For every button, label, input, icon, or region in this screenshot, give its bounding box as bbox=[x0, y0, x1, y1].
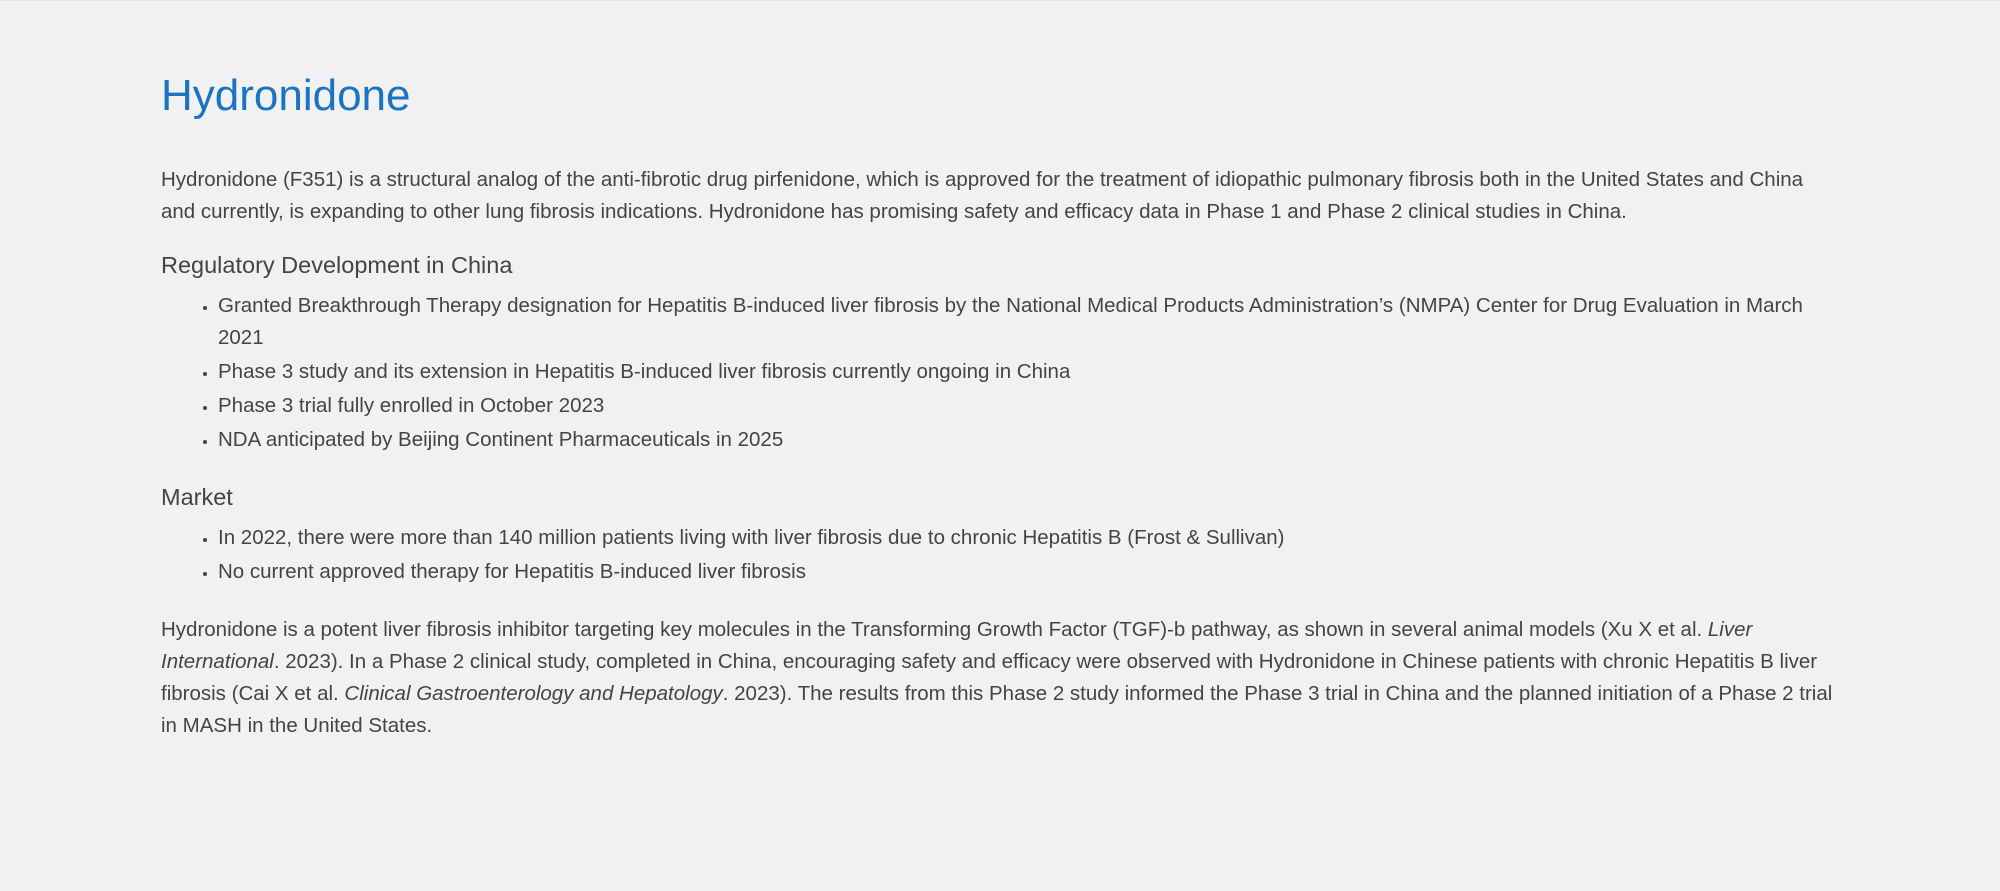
closing-text: Hydronidone is a potent liver fibrosis inhibitor targeting key molecules in the Transforming Growth Factor (TGF)-b pathway, as shown in several animal models (Xu X et al. bbox=[161, 618, 1708, 641]
journal-citation: Clinical Gastroenterology and Hepatology bbox=[344, 682, 723, 705]
intro-paragraph: Hydronidone (F351) is a structural analog of the anti-fibrotic drug pirfenidone, which is approved for the treatment of idiopathic pulmonary fibrosis both in the United States and China and currently, is expanding to other lung fibrosis indications. Hydronidone has promising safety and efficacy data in Phase 1 and Phase 2 clinical studies in China. bbox=[161, 168, 1804, 223]
list-item: • No current approved therapy for Hepatitis B-induced liver fibrosis bbox=[218, 556, 1841, 588]
journal-citation: Liver International bbox=[161, 618, 1753, 673]
list-item: • NDA anticipated by Beijing Continent Pharmaceuticals in 2025 bbox=[218, 424, 1841, 456]
list-item: • Granted Breakthrough Therapy designation for Hepatitis B-induced liver fibrosis by the National Medical Products Administration’s (NMPA) Center for Drug Evaluation in March 2021 bbox=[218, 290, 1841, 354]
list-item: • Phase 3 trial fully enrolled in October 2023 bbox=[218, 390, 1841, 422]
market-list bbox=[161, 522, 1841, 588]
regulatory-list bbox=[161, 290, 1841, 456]
closing-paragraph bbox=[161, 614, 1841, 742]
regulatory-heading: Regulatory Development in China bbox=[161, 252, 513, 278]
closing-text: . 2023). The results from this Phase 2 study informed the Phase 3 trial in China and the planned initiation of a Phase 2 trial in MASH in the United States. bbox=[161, 682, 1833, 737]
page-title: Hydronidone bbox=[161, 71, 411, 120]
closing-text: . 2023). In a Phase 2 clinical study, completed in China, encouraging safety and efficacy were observed with Hydronidone in Chinese patients with chronic Hepatitis B liver fibrosis (Cai X et al. bbox=[161, 650, 1818, 705]
list-item: • In 2022, there were more than 140 million patients living with liver fibrosis due to chronic Hepatitis B (Frost & Sullivan) bbox=[218, 522, 1841, 554]
list-item: • Phase 3 study and its extension in Hepatitis B-induced liver fibrosis currently ongoing in China bbox=[218, 356, 1841, 388]
market-heading: Market bbox=[161, 484, 233, 510]
article-body bbox=[161, 164, 1841, 742]
